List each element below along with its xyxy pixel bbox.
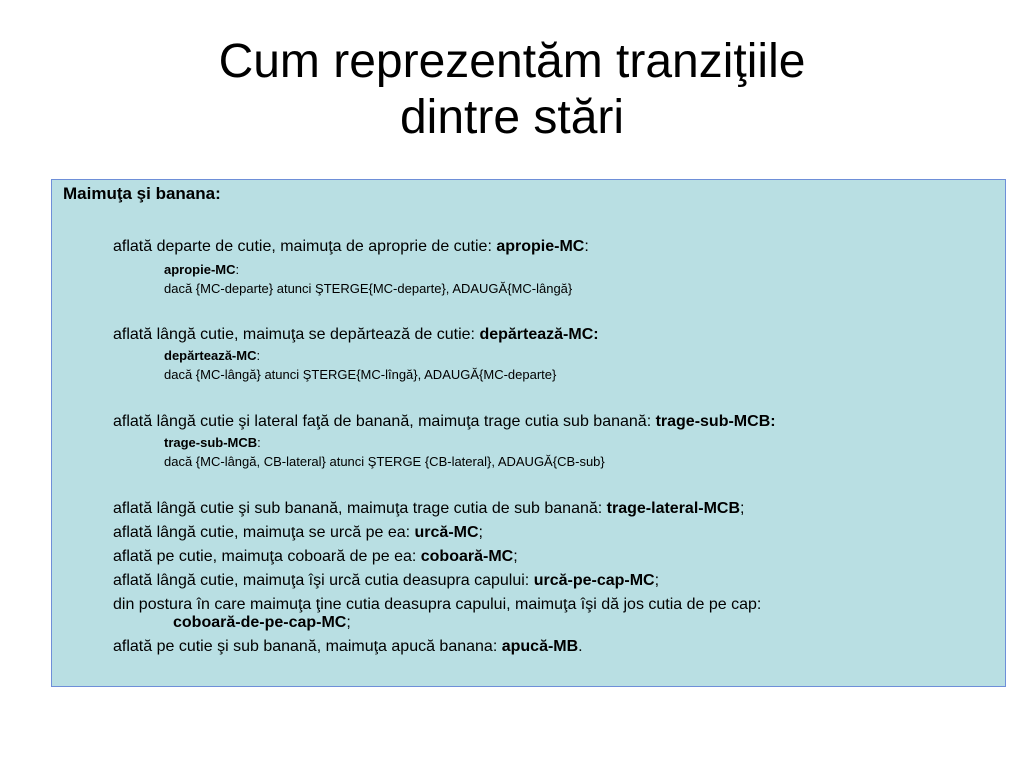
- transition-line-trage-sub: [113, 412, 776, 432]
- definition-name: trage-sub-MCB: [164, 435, 258, 450]
- list-item-continuation: [173, 613, 351, 633]
- transition-action: depărtează-MC:: [479, 326, 599, 343]
- list-item-text: aflată pe cutie şi sub banană, maimuţa apucă banana:: [113, 638, 502, 655]
- list-item-action: trage-lateral-MCB: [606, 500, 741, 517]
- definition-name-line: [164, 261, 239, 278]
- definition-suffix: :: [256, 348, 261, 363]
- list-item-text: aflată lângă cutie, maimuţa îşi urcă cutia deasupra capului:: [113, 572, 534, 589]
- definition-name: apropie-MC: [164, 262, 236, 277]
- list-item: [113, 637, 583, 657]
- definition-name: depărtează-MC: [164, 348, 257, 363]
- content-box: [51, 179, 1006, 687]
- list-item-action: apucă-MB: [501, 638, 579, 655]
- definition-name-line: [164, 347, 260, 364]
- transition-line-departeaza: [113, 325, 599, 345]
- slide-title-line-2: dintre stări: [399, 91, 625, 144]
- transition-line-apropie: [113, 237, 589, 257]
- list-item-action: coboară-de-pe-cap-MC: [173, 614, 347, 631]
- list-item-text: aflată pe cutie, maimuţa coboară de pe ea:: [113, 548, 421, 565]
- list-item-action: urcă-pe-cap-MC: [533, 572, 655, 589]
- transition-action: apropie-MC: [496, 238, 585, 255]
- list-item-suffix: ;: [346, 614, 351, 631]
- definition-suffix: :: [235, 262, 240, 277]
- list-item-suffix: ;: [654, 572, 660, 589]
- definition-rule: dacă {MC-lângă, CB-lateral} atunci ŞTERGE {CB-lateral}, ADAUGĂ{CB-sub}: [164, 454, 605, 469]
- section-heading: Maimuţa şi banana:: [63, 184, 221, 203]
- list-item-suffix: ;: [478, 524, 483, 541]
- transition-text: aflată departe de cutie, maimuţa de aproprie de cutie:: [113, 238, 497, 255]
- list-item-text: aflată lângă cutie şi sub banană, maimuţa trage cutia de sub banană:: [113, 500, 607, 517]
- list-item-suffix: ;: [513, 548, 518, 565]
- list-item-suffix: ;: [740, 500, 745, 517]
- list-item-text: din postura în care maimuţa ţine cutia deasupra capului, maimuţa îşi dă jos cutia de pe cap:: [113, 596, 762, 613]
- transition-action: trage-sub-MCB:: [655, 413, 776, 430]
- transition-suffix: :: [584, 238, 589, 255]
- slide-title-line-1: Cum reprezentăm tranziţiile: [218, 35, 806, 88]
- list-item: [113, 499, 744, 519]
- definition-rule: dacă {MC-lângă} atunci ŞTERGE{MC-lîngă}, ADAUGĂ{MC-departe}: [164, 367, 557, 382]
- list-item: [113, 571, 659, 591]
- list-item-suffix: .: [578, 638, 583, 655]
- slide-title: [0, 34, 1024, 146]
- list-item-action: coboară-MC: [420, 548, 514, 565]
- list-item: [113, 523, 483, 543]
- transition-text: aflată lângă cutie şi lateral faţă de banană, maimuţa trage cutia sub banană:: [113, 413, 656, 430]
- list-item-action: urcă-MC: [414, 524, 479, 541]
- definition-suffix: :: [257, 435, 261, 450]
- list-item-text: aflată lângă cutie, maimuţa se urcă pe ea:: [113, 524, 415, 541]
- list-item: [113, 547, 518, 567]
- transition-text: aflată lângă cutie, maimuţa se depărtează de cutie:: [113, 326, 480, 343]
- definition-rule: dacă {MC-departe} atunci ŞTERGE{MC-departe}, ADAUGĂ{MC-lângă}: [164, 281, 573, 296]
- definition-name-line: [164, 434, 261, 451]
- list-item: [113, 595, 761, 615]
